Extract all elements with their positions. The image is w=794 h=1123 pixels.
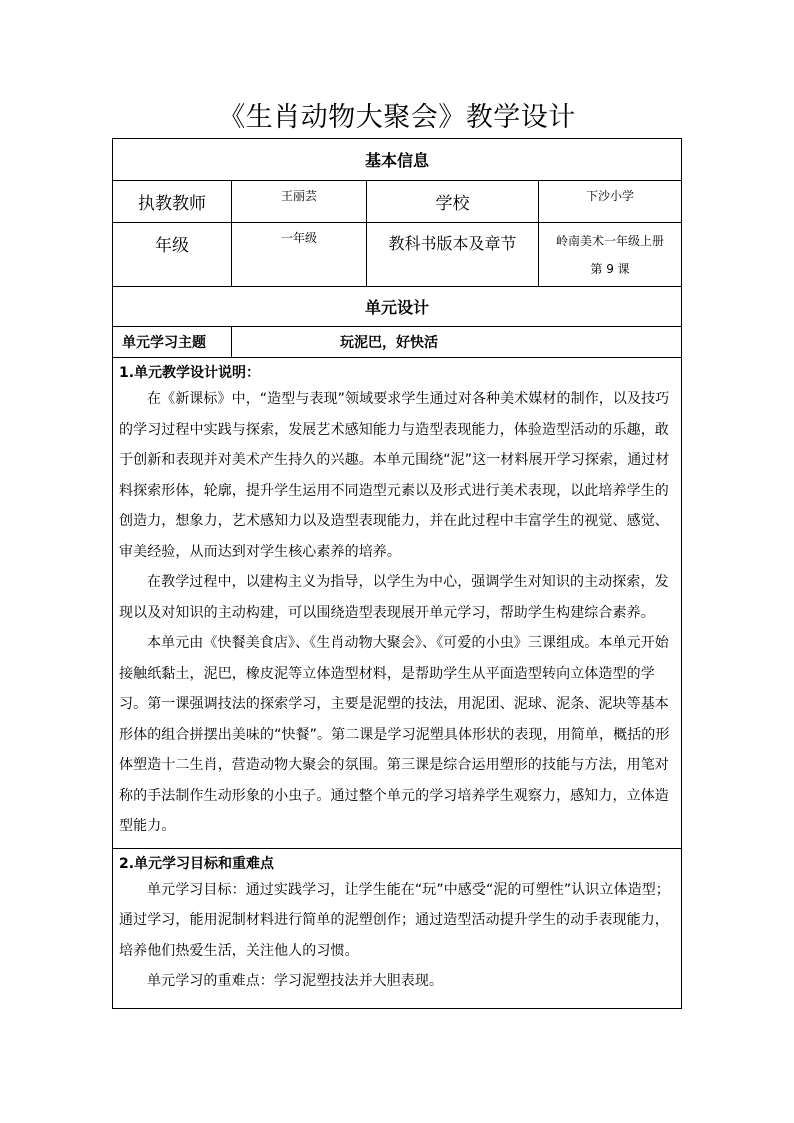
unit-theme-label: 单元学习主题 — [113, 327, 232, 358]
basic-info-header: 基本信息 — [113, 139, 682, 181]
section2-paragraph-2: 单元学习的重难点：学习泥塑技法并大胆表现。 — [147, 973, 444, 989]
textbook-value-line2: 第 9 课 — [590, 262, 630, 276]
teacher-label: 执教教师 — [113, 181, 232, 223]
grade-value: 一年级 — [232, 223, 367, 287]
unit-theme-value: 玩泥巴，好快活 — [232, 327, 682, 358]
textbook-value — [539, 223, 682, 287]
unit-design-header: 单元设计 — [113, 287, 682, 327]
section1-paragraph-3: 本单元由《快餐美食店》、《生肖动物大聚会》、《可爱的小虫》三课组成。本单元开始接触纸黏土，泥巴，橡皮泥等立体造型材料，是帮助学生从平面造型转向立体造型的学习。第一课强调技法的探索学习，主要是泥塑的技法，用泥团、泥球、泥条、泥块等基本形体的组合拼摆出美味的“快餐”。第二课是学习泥塑具体形状的表现，用简单，概括的形体塑造十二生肖，营造动物大聚会的氛围。第三课是综合运用塑形的技能与方法，用笔对称的手法制作生动形象的小虫子。通过整个单元的学习培养学生观察力，感知力，立体造型能力。 — [119, 635, 670, 834]
teacher-value: 王丽芸 — [232, 181, 367, 223]
section2-heading: 2.单元学习目标和重难点 — [119, 855, 275, 872]
school-label: 学校 — [367, 181, 539, 223]
textbook-label: 教科书版本及章节 — [367, 223, 539, 287]
lesson-plan-table — [112, 138, 682, 1009]
section1-heading: 1.单元教学设计说明： — [119, 365, 261, 381]
section2-paragraph-1: 单元学习目标：通过实践学习，让学生能在“玩”中感受“泥的可塑性”认识立体造型；通过学习，能用泥制材料进行简单的泥塑创作；通过造型活动提升学生的动手表现能力，培养他们热爱生活，关注他人的习惯。 — [119, 881, 670, 959]
unit-design-description — [113, 358, 682, 849]
section1-paragraph-1: 在《新课标》中，“造型与表现”领域要求学生通过对各种美术媒材的制作，以及技巧的学习过程中实践与探索，发展艺术感知能力与造型表现能力，体验造型活动的乐趣，敢于创新和表现并对美术产生持久的兴趣。本单元围绕“泥”这一材料展开学习探索，通过材料探索形体，轮廓，提升学生运用不同造型元素以及形式进行美术表现，以此培养学生的创造力，想象力，艺术感知力以及造型表现能力，并在此过程中丰富学生的视觉、感觉、审美经验，从而达到对学生核心素养的培养。 — [119, 391, 670, 560]
section1-paragraph-2: 在教学过程中，以建构主义为指导，以学生为中心，强调学生对知识的主动探索，发现以及对知识的主动构建，可以围绕造型表现展开单元学习，帮助学生构建综合素养。 — [119, 574, 669, 621]
school-value: 下沙小学 — [539, 181, 682, 223]
textbook-value-line1: 岭南美术一年级上册 — [556, 234, 665, 248]
document-title: 《生肖动物大聚会》教学设计 — [218, 102, 576, 133]
unit-objectives — [113, 848, 682, 1008]
grade-label: 年级 — [113, 223, 232, 287]
